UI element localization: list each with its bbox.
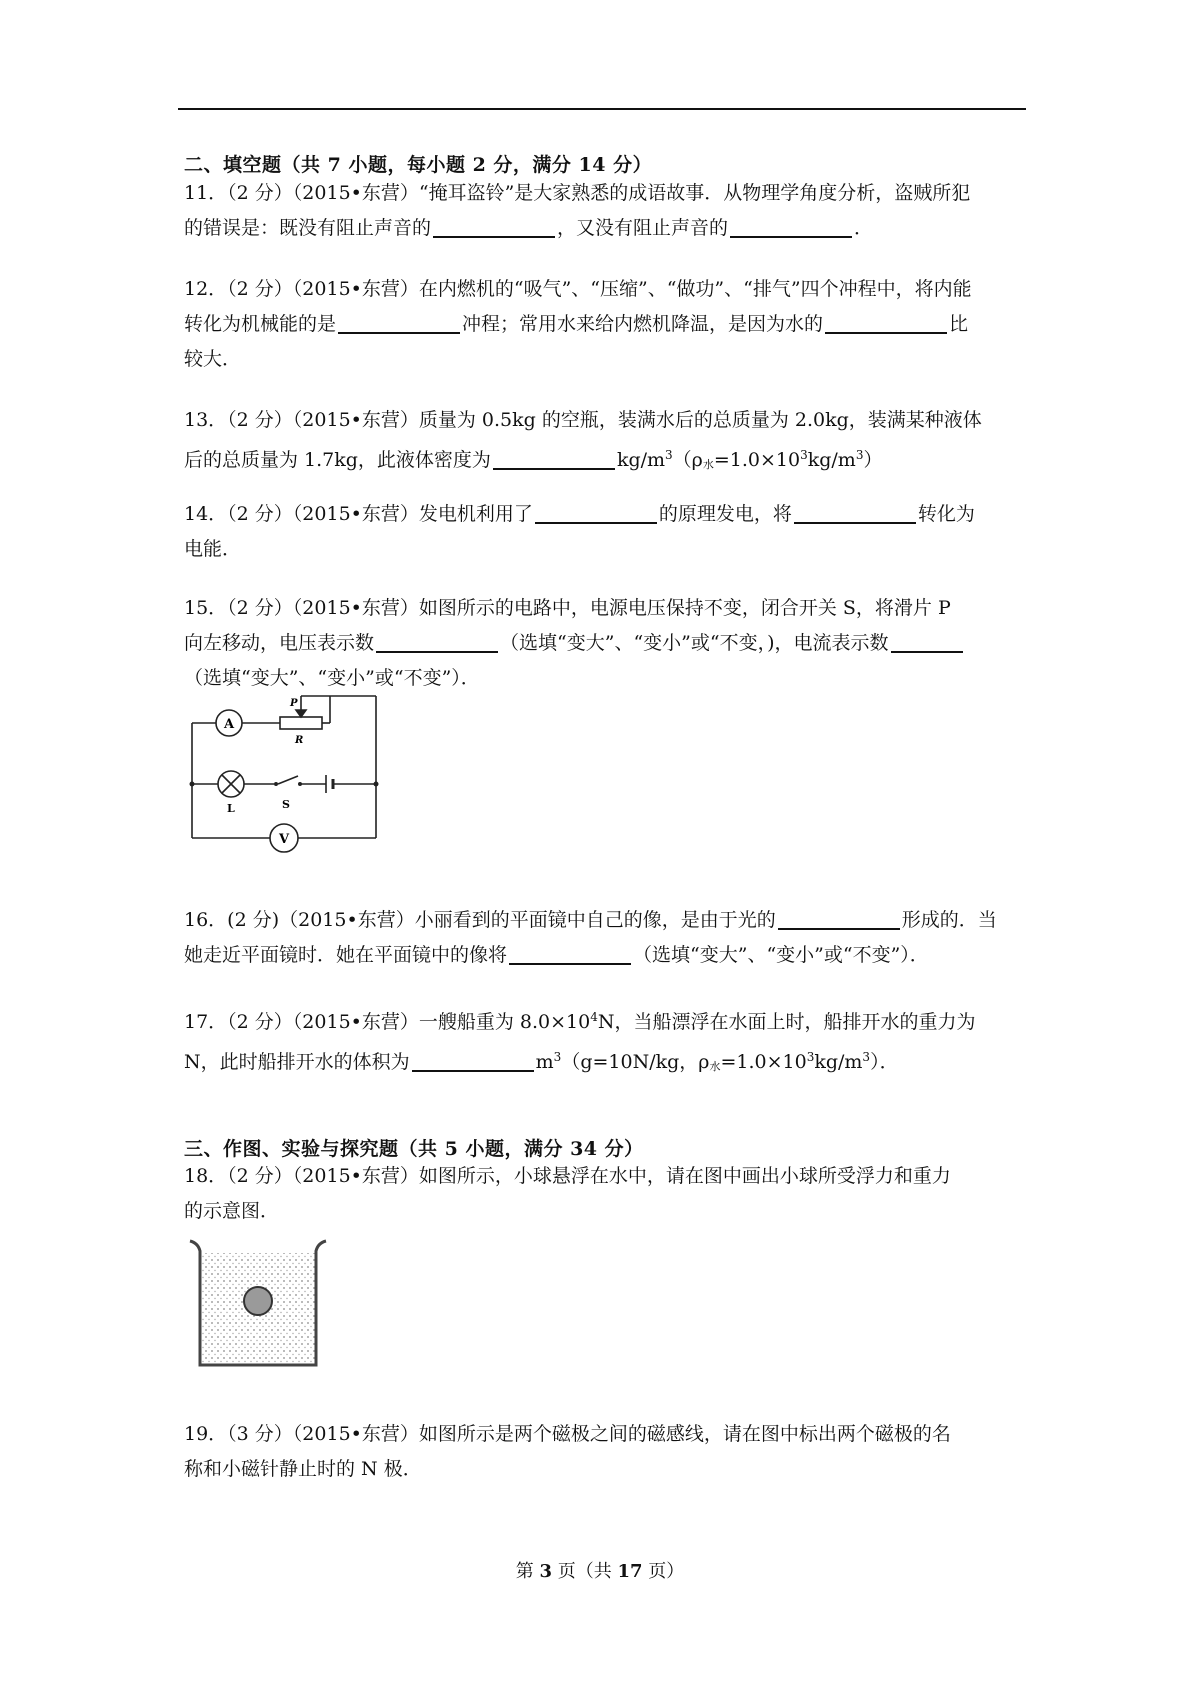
question-19: 19．（3 分）（2015•东营）如图所示是两个磁极之间的磁感线，请在图中标出两个磁极的名 称和小磁针静止时的 N 极． <box>184 1423 951 1480</box>
question-13: 13．（2 分）（2015•东营）质量为 0.5kg 的空瓶，装满水后的总质量为 2.0kg，装满某种液体 后的总质量为 1.7kg，此液体密度为 $kg/m^3(\rho_水=1.0\times 10^3kg/m^3)$ <box>184 409 982 471</box>
answer-blank[interactable] <box>433 216 555 238</box>
circuit-diagram <box>180 688 392 870</box>
section-3-title: 三、作图、实验与探究题（共 5 小题，满分 34 分） <box>184 1138 644 1160</box>
answer-blank[interactable] <box>509 943 631 965</box>
page-number: 3 <box>539 1561 552 1582</box>
switch-label: S <box>282 798 290 811</box>
header-rule <box>178 108 1026 110</box>
lamp-label: L <box>227 802 235 815</box>
answer-blank[interactable] <box>493 448 615 470</box>
answer-blank[interactable] <box>376 631 498 653</box>
question-11: 11．（2 分）（2015•东营）“掩耳盗铃”是大家熟悉的成语故事．从物理学角度分析，盗贼所犯 的错误是：既没有阻止声音的 ，又没有阻止声音的 ． <box>184 182 971 239</box>
question-18: 18．（2 分）（2015•东营）如图所示，小球悬浮在水中，请在图中画出小球所受浮力和重力 的示意图． <box>184 1165 951 1222</box>
voltmeter-label: V <box>278 832 290 847</box>
question-16: 16．(2 分)（2015•东营）小丽看到的平面镜中自己的像，是由于光的 形成的．当 她走近平面镜时．她在平面镜中的像将 （选填“变大”、“变小”或“不变”）． <box>184 909 997 966</box>
question-14: 14．（2 分）（2015•东营）发电机利用了 的原理发电，将 转化为 电能． <box>184 503 975 560</box>
rheostat-label: R <box>295 735 304 746</box>
answer-blank[interactable] <box>730 216 852 238</box>
page-footer: 第 3 页（共 17 页） <box>515 1561 685 1582</box>
slider-label: P <box>290 698 298 709</box>
answer-blank[interactable] <box>891 631 963 653</box>
answer-blank[interactable] <box>338 312 460 334</box>
ammeter-label: A <box>223 717 235 732</box>
question-15: 15．（2 分）（2015•东营）如图所示的电路中，电源电压保持不变，闭合开关 S，将滑片 P 向左移动，电压表示数 （选填“变大”、“变小”或“不变，)，电流表示数 （选填“变大”、“变小”或“不变”）． <box>184 591 1020 696</box>
question-12: 12．（2 分）（2015•东营）在内燃机的“吸气”、“压缩”、“做功”、“排气”四个冲程中，将内能 转化为机械能的是 冲程；常用水来给内燃机降温，是因为水的 比 较大． <box>184 278 972 370</box>
beaker-diagram <box>186 1237 332 1373</box>
answer-blank[interactable] <box>412 1050 534 1072</box>
answer-blank[interactable] <box>535 502 657 524</box>
page-total: 17 <box>617 1561 643 1582</box>
answer-blank[interactable] <box>825 312 947 334</box>
question-17: 17．（2 分）（2015•东营）一艘船重为 $8.0\times 10^4N$，当船漂浮在水面上时，船排开水的重力为 N，此时船排开水的体积为 $m^3(g=10N/kg$，$\rho_水=1.0\times 10^3kg/m^3$）． <box>184 1010 976 1073</box>
section-2-title: 二、填空题（共 7 小题，每小题 2 分，满分 14 分） <box>184 154 653 176</box>
answer-blank[interactable] <box>794 502 916 524</box>
answer-blank[interactable] <box>778 908 900 930</box>
